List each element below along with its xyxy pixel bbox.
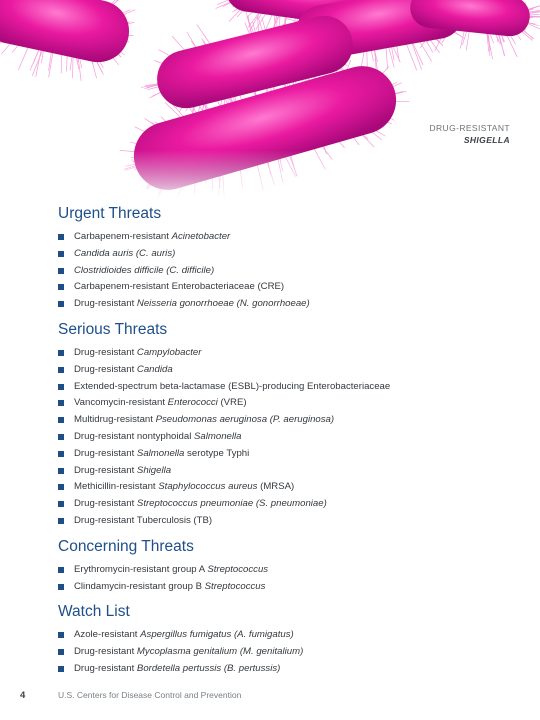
caption-line-2: SHIGELLA bbox=[463, 135, 510, 145]
item-text: Clindamycin-resistant group B bbox=[74, 580, 205, 592]
image-caption bbox=[429, 122, 510, 146]
item-text-italic: Enterococci bbox=[167, 397, 218, 409]
serious-threats-list bbox=[58, 345, 508, 530]
item-text: Drug-resistant bbox=[74, 662, 137, 674]
list-item bbox=[58, 229, 508, 246]
list-item bbox=[58, 463, 508, 480]
list-item bbox=[58, 412, 508, 429]
item-text: Methicillin-resistant bbox=[74, 481, 159, 493]
list-item bbox=[58, 562, 508, 579]
item-text: Erythromycin-resistant group A bbox=[74, 563, 208, 575]
watch-list-list bbox=[58, 627, 508, 677]
list-item bbox=[58, 246, 508, 263]
item-text-italic: Streptococcus pneumoniae (S. pneumoniae) bbox=[136, 498, 327, 510]
item-text: Drug-resistant bbox=[74, 464, 137, 476]
list-item bbox=[58, 513, 508, 530]
list-item bbox=[58, 496, 508, 513]
item-text: Vancomycin-resistant bbox=[74, 397, 168, 409]
item-text: Carbapenem-resistant Enterobacteriaceae (CRE) bbox=[74, 281, 285, 293]
item-text: Azole-resistant bbox=[74, 629, 141, 641]
list-item bbox=[58, 263, 508, 280]
item-text-italic: Aspergillus fumigatus (A. fumigatus) bbox=[140, 629, 294, 641]
item-text-italic: Campylobacter bbox=[136, 346, 202, 358]
item-text-italic: Acinetobacter bbox=[171, 231, 231, 242]
concerning-threats-heading: Concerning Threats bbox=[58, 537, 194, 555]
item-text-italic: Clostridioides difficile (C. difficile) bbox=[74, 264, 215, 276]
item-text: Drug-resistant bbox=[74, 447, 137, 459]
page-number: 4 bbox=[20, 690, 26, 701]
list-item bbox=[58, 279, 508, 296]
item-text: serotype Typhi bbox=[184, 447, 250, 459]
list-item bbox=[58, 627, 508, 644]
item-text: Drug-resistant bbox=[74, 346, 137, 358]
list-item bbox=[58, 362, 508, 379]
list-item bbox=[58, 379, 508, 396]
item-text-italic: Mycoplasma genitalium (M. genitalium) bbox=[136, 646, 304, 658]
list-item bbox=[58, 296, 508, 313]
footer-organization: U.S. Centers for Disease Control and Prevention bbox=[58, 690, 242, 700]
threat-lists bbox=[58, 203, 508, 684]
list-item bbox=[58, 479, 508, 496]
list-item bbox=[58, 395, 508, 412]
item-text: Extended-spectrum beta-lactamase (ESBL)-producing Enterobacteriaceae bbox=[74, 380, 391, 392]
list-item bbox=[58, 579, 508, 596]
urgent-threats-list bbox=[58, 229, 508, 313]
watch-list-heading: Watch List bbox=[58, 603, 130, 621]
caption-line-1: DRUG-RESISTANT bbox=[429, 123, 510, 133]
item-text: (VRE) bbox=[217, 397, 247, 409]
item-text-italic: Neisseria gonorrhoeae (N. gonorrhoeae) bbox=[136, 298, 310, 310]
item-text-italic: Shigella bbox=[136, 464, 172, 476]
shigella-bacteria-image bbox=[0, 0, 540, 205]
concerning-threats-list bbox=[58, 562, 508, 596]
item-text: Drug-resistant bbox=[74, 646, 137, 658]
item-text-italic: Salmonella bbox=[136, 447, 185, 459]
list-item bbox=[58, 644, 508, 661]
list-item bbox=[58, 429, 508, 446]
item-text-italic: Candida bbox=[136, 363, 173, 375]
urgent-threats-heading: Urgent Threats bbox=[58, 205, 162, 222]
item-text: Carbapenem-resistant bbox=[74, 231, 172, 242]
serious-threats-heading: Serious Threats bbox=[58, 320, 168, 338]
item-text: (MRSA) bbox=[257, 481, 295, 493]
item-text: Multidrug-resistant bbox=[74, 414, 156, 426]
list-item bbox=[58, 345, 508, 362]
item-text-italic: Bordetella pertussis (B. pertussis) bbox=[136, 662, 281, 674]
item-text: Drug-resistant bbox=[74, 298, 137, 310]
item-text-italic: Streptococcus bbox=[204, 580, 266, 592]
item-text-italic: Staphylococcus aureus bbox=[158, 481, 258, 493]
list-item bbox=[58, 661, 508, 678]
item-text: Drug-resistant Tuberculosis (TB) bbox=[74, 514, 213, 526]
item-text: Drug-resistant bbox=[74, 363, 137, 375]
item-text: Drug-resistant bbox=[74, 498, 137, 510]
item-text-italic: Streptococcus bbox=[207, 563, 269, 575]
item-text-italic: Salmonella bbox=[194, 430, 242, 442]
item-text-italic: Pseudomonas aeruginosa (P. aeruginosa) bbox=[155, 414, 335, 426]
page-footer bbox=[20, 690, 241, 701]
item-text: Drug-resistant nontyphoidal bbox=[74, 430, 194, 442]
item-text-italic: Candida auris (C. auris) bbox=[74, 247, 176, 259]
list-item bbox=[58, 446, 508, 463]
